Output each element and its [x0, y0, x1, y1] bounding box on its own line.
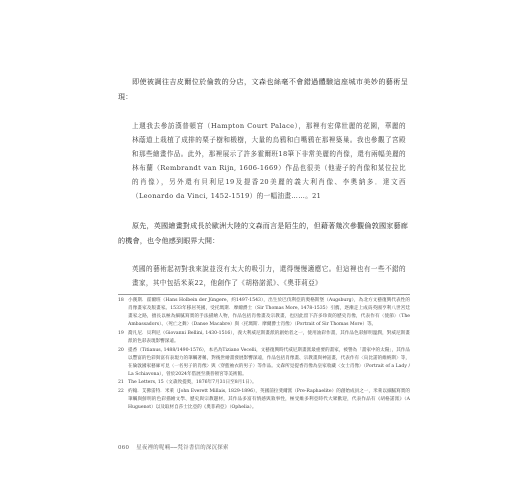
footnote-text: 小漢斯．霍爾班（Hans Holbein der Jüngere，約1497-1543），出生於巴伐利亞的奧格斯堡（Augsburg），為北方文藝復興代表性的肖像畫家及版畫家。1533年移居英國，受托瑪斯．摩爾爵士（Sir Thomas More, 1478-1535）引薦，逐漸走上成爲英國亨利八世宮廷畫家之路，擅長以極為細膩寫實的手法描繪人物，作品包括肖像畫及宗教畫，也因此留下許多珍貴的歷史肖像，代表作有〈使節〉（The Ambassadors）、〈死亡之舞〉（Danse Macabre）與〈托瑪斯．摩爾爵士肖像〉（Portrait of Sir Thomas More）等。 [128, 298, 410, 328]
footnote-text: 提香（Titianus, 1488/1490-1576），本名為Tiziano Vecelli，文藝復興時代威尼斯畫派最重要的畫家，被譽為「畫家中的太陽」，其作品以豐富的色彩與富有表現力的筆觸著稱，對後世繪畫發展影響深遠，作品包括肖像畫、宗教畫與神話畫，代表作有〈烏比諾的維納斯〉等，在倫敦國家藝廊可見〈一名男子的肖像〉與〈穿藍袖衣的男子〉等作品。文森所見提香肖像為皇家收藏〈女士肖像〉（Portrait of a Lady / La Schiavona），曾於2024年借展至漢普頓宮等美術館。 [128, 347, 410, 377]
page-number: 060 [118, 445, 130, 451]
footnote-number: 18 [118, 298, 124, 303]
second-paragraph: 原先，英國繪畫對成長於歐洲大陸的文森而言是陌生的，但藉著幾次參觀倫敦國家藝廊的機會，也令他感到眼界大開： [118, 221, 408, 245]
footnote [118, 297, 410, 329]
block-quote-english-art: 英國的藝術起初對我來說並沒有太大的吸引力，還得慢慢適應它。但這裡也有一些不錯的畫家，其中包括米萊22，他創作了《胡格諾派》、《奧菲莉亞》 [132, 265, 406, 287]
page-footer [118, 443, 229, 451]
footnote [118, 330, 410, 346]
footnotes [118, 297, 410, 413]
footnote-number: 21 [118, 380, 124, 386]
intro-paragraph: 即使被調往吉皮爾位於倫敦的分店，文森也絲毫不會錯過體驗這座城市美妙的藝術呈現： [118, 77, 408, 101]
block-quote-hampton-court: 上週我去參訪漢普頓宮（Hampton Court Palace），那裡有宏偉壯麗的花園，華麗的林蔭道上栽植了成排的栗子樹和椴樹，大量的烏鴉和白嘴鴉在那裡築巢。我也參觀了宮殿和那些繪畫作品。此外，那裡展示了許多霍爾班18筆下非常美麗的肖像，還有兩幅美麗的林布蘭（Rembrandt van Rijn, 1606-1669）作品也很美（他妻子的肖像和某位拉比的肖像），另外還有貝利尼19及提香20美麗的義大利肖像、李奧納多．達文西（Leonardo da Vinci, 1452-1519）的一幅油畫……。21 [132, 122, 406, 200]
footnote-number: 20 [118, 347, 124, 353]
footnote [118, 347, 410, 379]
footnote-text: The Letters, 15（文森致提奧，1876年7月31日至8月1日）。 [128, 380, 257, 386]
footnote-text: 喬凡尼．貝利尼（Giovanni Bellini, 1430-1516），義大利威尼斯畫派的創始者之一，使用油彩作畫，其作品色彩鮮明溫潤，對威尼斯畫派的色彩表現影響深遠。 [128, 330, 410, 344]
footnote-number: 22 [118, 389, 124, 395]
running-title: 星夜裡的呢喃──梵谷書信的深沉探索 [136, 445, 229, 451]
footnote [118, 379, 410, 387]
footnote-text: 約翰．艾佛雷特．米萊（John Everett Millais, 1829-1896），英國前拉斐爾派（Pre-Raphaelite）的創始成員之一，米萊以細膩寫實的筆觸與鮮明的色彩描繪文學、歷史與宗教題材，其作品多富有情感與敘事性，極受維多利亞時代大眾歡迎，代表作品有《胡格諾派》（A Huguenot）以及取材自莎士比亞的《奧菲莉亞》（Ophelia）。 [128, 389, 410, 411]
footnote-number: 19 [118, 330, 124, 336]
footnote [118, 388, 410, 412]
footnote-divider [118, 294, 410, 295]
